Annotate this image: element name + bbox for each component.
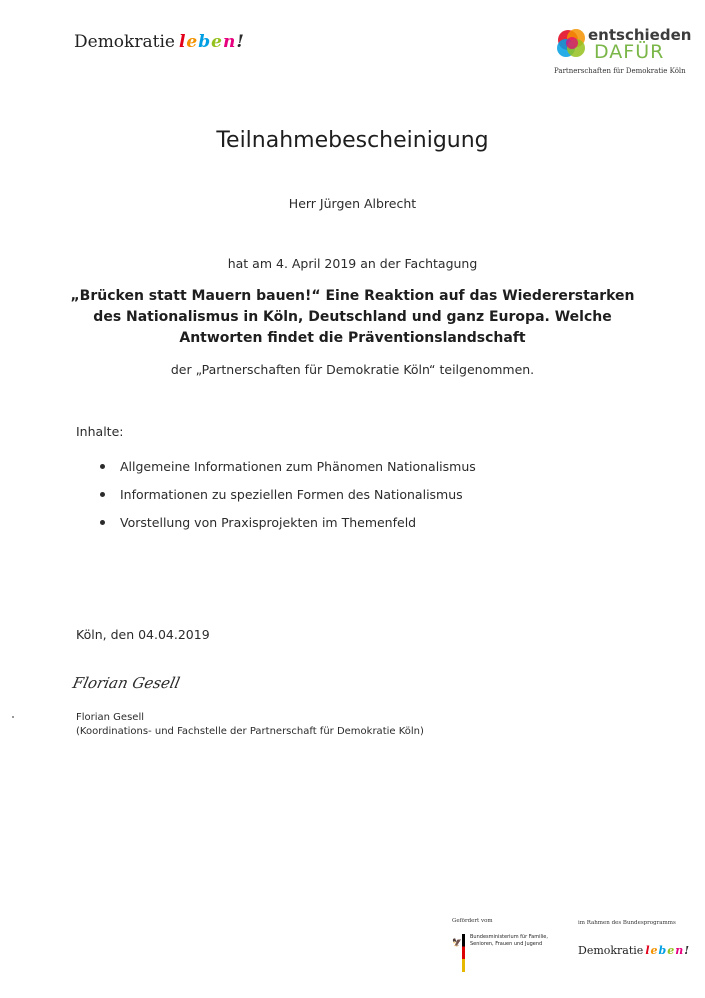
signer-role: (Koordinations- und Fachstelle der Partnerschaft für Demokratie Köln): [76, 726, 424, 737]
leben-letter: n: [675, 944, 685, 957]
bullet-icon: [100, 520, 105, 525]
event-title: „Brücken statt Mauern bauen!“ Eine Reaktion auf das Wiedererstarken des Nationalismus in Köln, Deutschland und ganz Europa. Welche Antworten findet die Präventionslandschaft: [70, 288, 635, 346]
program-leben-wordmark: [645, 944, 690, 957]
logo-subline: Partnerschaften für Demokratie Köln: [554, 67, 686, 75]
logo-text: Demokratie: [74, 32, 175, 52]
demokratie-leben-logo: [74, 32, 245, 52]
intro-text: hat am 4. April 2019 an der Fachtagung: [227, 256, 478, 271]
leben-letter: e: [211, 32, 223, 52]
leben-letter: n: [222, 32, 237, 52]
entschieden-dafuer-logo: [554, 26, 694, 82]
signer-name: Florian Gesell: [76, 712, 145, 723]
leben-letter: b: [658, 944, 668, 957]
list-item-text: Informationen zu speziellen Formen des Nationalismus: [120, 487, 463, 502]
list-item-text: Vorstellung von Praxisprojekten im Themenfeld: [120, 515, 417, 530]
program-logo: [578, 944, 690, 957]
list-item: [100, 515, 476, 543]
leben-letter: !: [236, 32, 245, 52]
leben-letter: !: [684, 944, 691, 957]
bullet-icon: [100, 464, 105, 469]
flag-stripe: [462, 934, 465, 972]
list-item-text: Allgemeine Informationen zum Phänomen Nationalismus: [120, 459, 476, 474]
leben-letter: e: [186, 32, 199, 52]
scan-artifact: [12, 716, 14, 718]
list-item: [100, 459, 476, 487]
leben-letter: e: [667, 944, 676, 957]
leben-letter: b: [198, 32, 212, 52]
logo-line1: entschieden: [588, 26, 692, 44]
participant-name: Herr Jürgen Albrecht: [288, 196, 417, 211]
certificate-title: Teilnahmebescheinigung: [216, 128, 489, 153]
leben-wordmark: [179, 32, 245, 52]
list-item: [100, 487, 476, 515]
colorful-mark-icon: [554, 26, 590, 62]
bullet-icon: [100, 492, 105, 497]
program-label: im Rahmen des Bundesprogramms: [578, 920, 676, 926]
program-logo-text: Demokratie: [578, 944, 644, 957]
leben-letter: l: [178, 32, 187, 52]
contents-list: [100, 459, 476, 543]
federal-eagle-icon: 🦅: [452, 938, 462, 947]
federal-ministry-logo: [452, 934, 562, 974]
place-date: Köln, den 04.04.2019: [76, 627, 210, 642]
leben-letter: l: [645, 944, 651, 957]
handwritten-signature: Florian Gesell: [71, 674, 182, 692]
organizer-text: der „Partnerschaften für Demokratie Köln“ teilgenommen.: [170, 362, 535, 377]
ministry-text: Bundesministerium für Familie, Senioren, Frauen und Jugend: [470, 934, 548, 947]
leben-letter: e: [650, 944, 659, 957]
funded-label: Gefördert vom: [452, 918, 493, 924]
contents-label: Inhalte:: [76, 424, 124, 439]
logo-line2: DAFÜR: [594, 41, 665, 63]
